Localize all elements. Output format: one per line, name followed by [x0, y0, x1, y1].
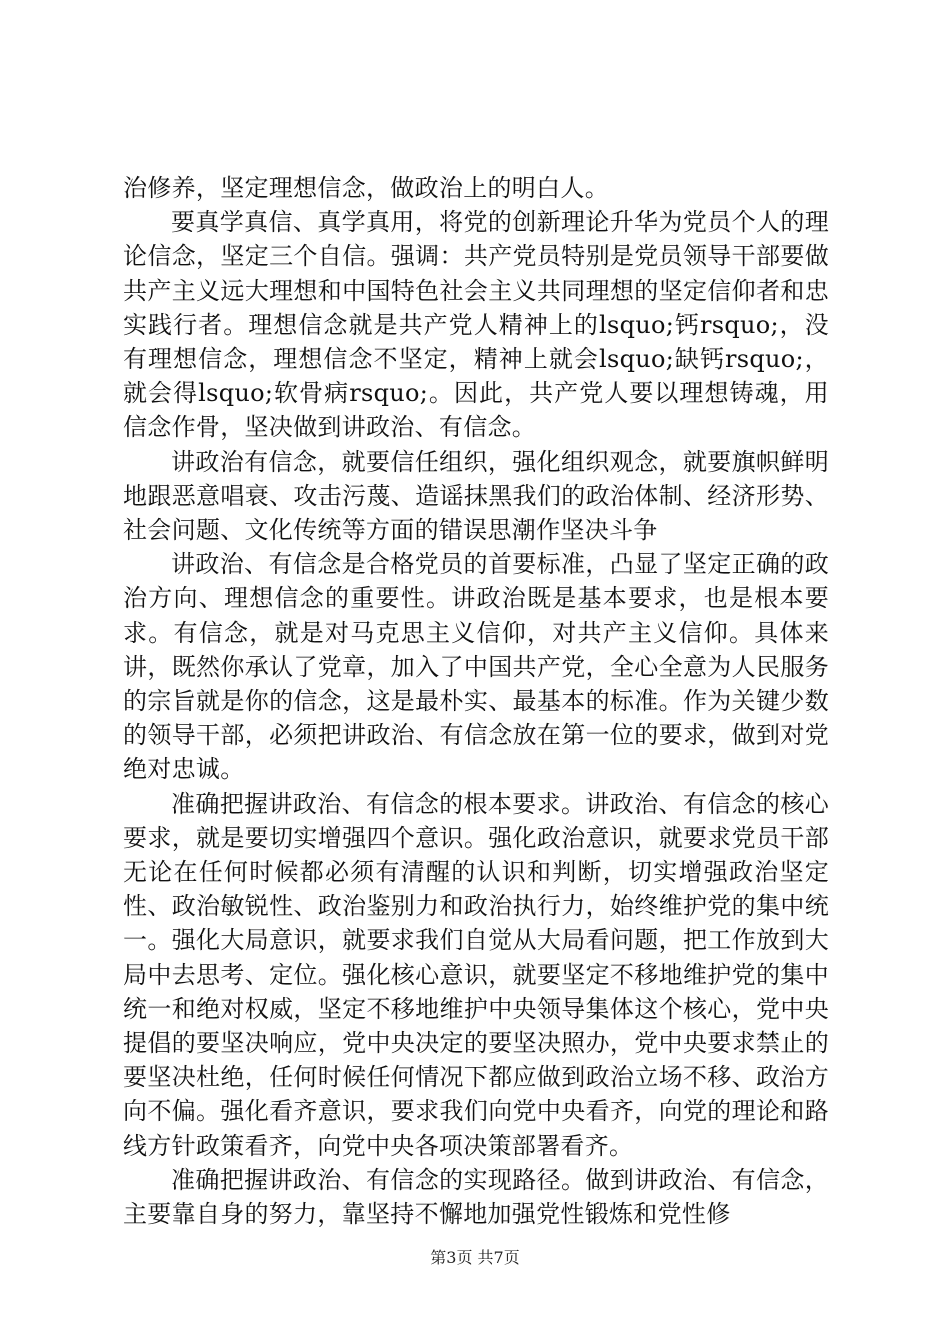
page-footer — [0, 1245, 950, 1268]
paragraph-3: 讲政治有信念，就要信任组织，强化组织观念，就要旗帜鲜明地跟恶意唱衰、攻击污蔑、造谣抹黑我们的政治体制、经济形势、社会问题、文化传统等方面的错误思潮作坚决斗争 — [123, 447, 829, 545]
document-body — [123, 171, 829, 1231]
paragraph-1: 治修养，坚定理想信念，做政治上的明白人。 — [123, 174, 609, 202]
paragraph-6: 准确把握讲政治、有信念的实现路径。做到讲政治、有信念，主要靠自身的努力，靠坚持不懈地加强党性锻炼和党性修 — [123, 1165, 829, 1229]
paragraph-5: 准确把握讲政治、有信念的根本要求。讲政治、有信念的核心要求，就是要切实增强四个意识。强化政治意识，就要求党员干部无论在任何时候都必须有清醒的认识和判断，切实增强政治坚定性、政治敏锐性、政治鉴别力和政治执行力，始终维护党的集中统一。强化大局意识，就要求我们自觉从大局看问题，把工作放到大局中去思考、定位。强化核心意识，就要坚定不移地维护党的集中统一和绝对权威，坚定不移地维护中央领导集体这个核心，党中央提倡的要坚决响应，党中央决定的要坚决照办，党中央要求禁止的要坚决杜绝，任何时候任何情况下都应做到政治立场不移、政治方向不偏。强化看齐意识，要求我们向党中央看齐，向党的理论和路线方针政策看齐，向党中央各项决策部署看齐。 — [123, 789, 829, 1160]
paragraph-4: 讲政治、有信念是合格党员的首要标准，凸显了坚定正确的政治方向、理想信念的重要性。讲政治既是基本要求，也是根本要求。有信念，就是对马克思主义信仰，对共产主义信仰。具体来讲，既然你承认了党章，加入了中国共产党，全心全意为人民服务的宗旨就是你的信念，这是最朴实、最基本的标准。作为关键少数的领导干部，必须把讲政治、有信念放在第一位的要求，做到对党绝对忠诚。 — [123, 550, 829, 784]
page-number-label: 第3页 共7页 — [430, 1248, 520, 1267]
paragraph-2: 要真学真信、真学真用，将党的创新理论升华为党员个人的理论信念，坚定三个自信。强调：共产党员特别是党员领导干部要做共产主义远大理想和中国特色社会主义共同理想的坚定信仰者和忠实践行者。理想信念就是共产党人精神上的lsquo;钙rsquo;，没有理想信念，理想信念不坚定，精神上就会lsquo;缺钙rsquo;，就会得lsquo;软骨病rsquo;。因此，共产党人要以理想铸魂，用信念作骨，坚决做到讲政治、有信念。 — [123, 208, 829, 442]
